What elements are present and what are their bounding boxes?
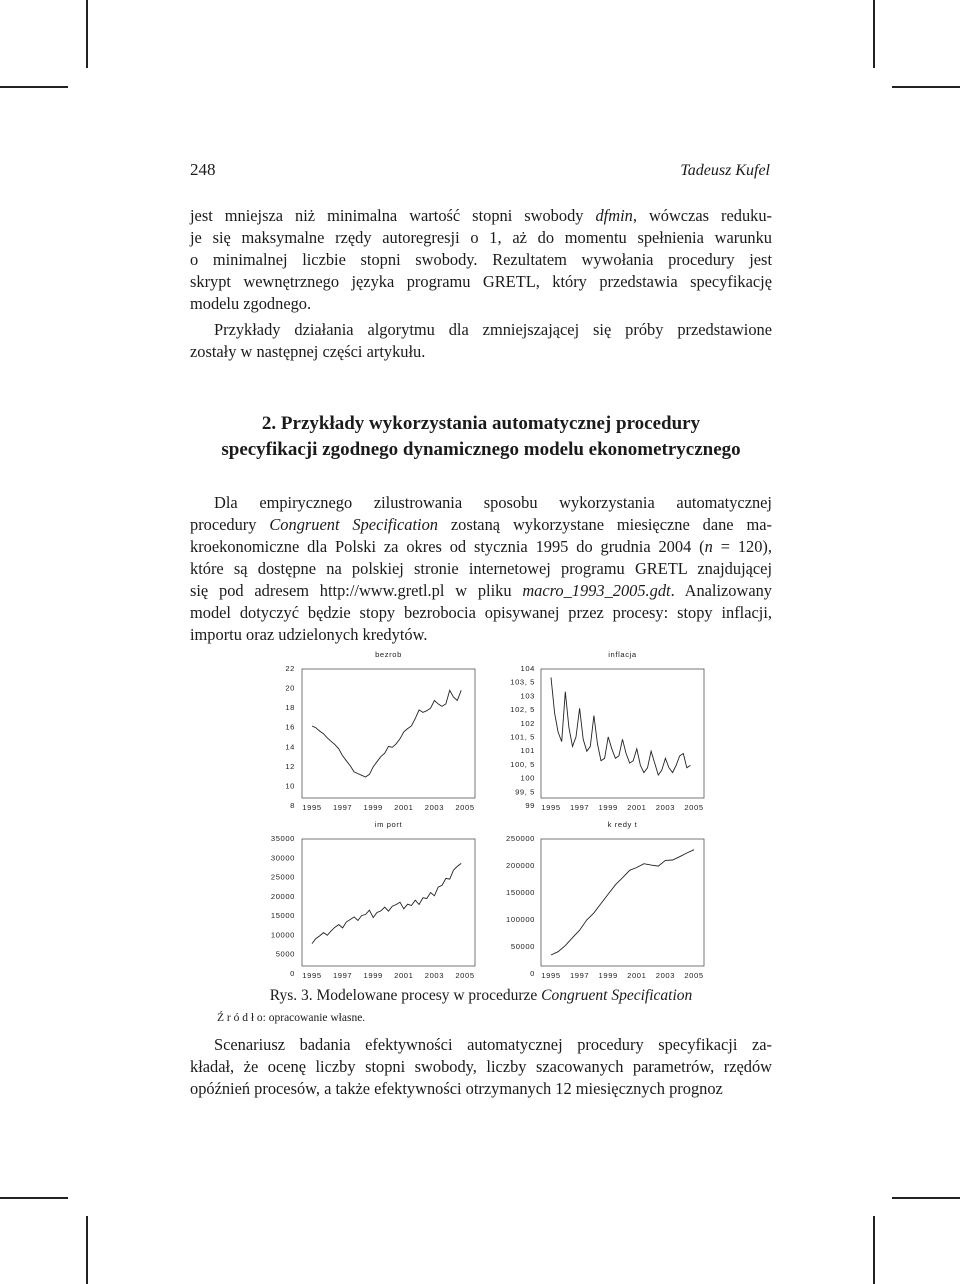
plot-frame	[302, 839, 475, 966]
crop-mark	[0, 1197, 68, 1199]
y-tick-label: 102	[520, 718, 535, 728]
crop-mark	[86, 1216, 88, 1284]
caption-text: Rys. 3. Modelowane procesy w procedurze	[269, 987, 542, 1004]
x-tick-label: 2005	[684, 803, 704, 812]
y-tick-label: 100000	[506, 915, 535, 924]
paragraph-scenario	[190, 1034, 772, 1100]
plot-frame	[541, 839, 704, 966]
y-tick-label: 200000	[506, 861, 535, 870]
x-tick-label: 2001	[627, 803, 647, 812]
figure-source: Ź r ó d ł o: opracowanie własne.	[217, 1012, 366, 1024]
x-tick-label: 2005	[455, 803, 475, 812]
y-tick-label: 15000	[270, 911, 295, 921]
y-tick-label: 250000	[506, 834, 535, 843]
series-line	[551, 850, 694, 955]
y-tick-label: 16	[285, 722, 295, 732]
x-tick-label: 2005	[455, 971, 475, 980]
plot-frame	[541, 669, 704, 798]
x-tick-label: 2003	[655, 803, 676, 812]
chart-inflacja	[495, 647, 710, 819]
x-tick-label: 1999	[363, 803, 383, 812]
text-line: importu oraz udzielonych kredytów.	[190, 625, 428, 644]
italic-term: n	[704, 537, 713, 556]
x-tick-label: 2001	[394, 971, 414, 980]
y-tick-label: 100, 5	[510, 759, 535, 769]
y-tick-label: 20000	[270, 891, 295, 901]
chart-kredyt	[495, 817, 710, 985]
y-tick-label: 0	[290, 969, 295, 978]
y-tick-label: 103	[520, 691, 535, 701]
chart-title: im port	[374, 820, 403, 829]
y-tick-label: 150000	[506, 888, 535, 897]
y-tick-label: 10	[285, 781, 295, 791]
italic-term: Congruent Specification	[269, 515, 438, 534]
text-line: opóźnień procesów, a także efektywności otrzymanych 12 miesięcznych prognoz	[190, 1079, 723, 1098]
x-tick-label: 1995	[541, 803, 561, 812]
x-tick-label: 2003	[655, 971, 676, 980]
text-line: kładał, że ocenę liczby stopni swobody, liczby szacowanych parametrów, rzędów	[190, 1057, 772, 1076]
series-line	[551, 677, 690, 775]
y-tick-label: 103, 5	[510, 677, 535, 687]
y-tick-label: 35000	[270, 834, 295, 843]
crop-mark	[892, 86, 960, 88]
y-tick-label: 12	[285, 761, 295, 771]
section-heading	[190, 411, 772, 463]
x-tick-label: 1997	[332, 803, 353, 812]
x-tick-label: 2005	[684, 971, 704, 980]
x-tick-label: 1997	[569, 803, 590, 812]
y-tick-label: 8	[290, 801, 295, 810]
x-tick-label: 2001	[627, 971, 647, 980]
x-tick-label: 1999	[363, 971, 383, 980]
chart-bezrob	[255, 647, 480, 819]
y-tick-label: 99, 5	[515, 787, 535, 797]
plot-frame	[302, 669, 475, 798]
text-line: się pod adresem http://www.gretl.pl w pliku macro_1993_2005.gdt. Analizowany	[190, 581, 772, 600]
section-heading-line: 2. Przykłady wykorzystania automatycznej procedury	[261, 413, 701, 434]
figure-caption	[190, 987, 772, 1005]
x-tick-label: 2001	[394, 803, 414, 812]
y-tick-label: 102, 5	[510, 705, 535, 715]
x-tick-label: 1995	[302, 971, 322, 980]
y-tick-label: 101	[520, 746, 535, 756]
paragraph-intro	[190, 205, 772, 315]
y-tick-label: 20	[285, 683, 295, 693]
crop-mark	[86, 0, 88, 68]
y-tick-label: 0	[530, 969, 535, 978]
paragraph-data-description	[190, 492, 772, 646]
text-line: model dotyczyć będzie stopy bezrobocia opisywanej przez procesy: stopy inflacji,	[190, 603, 772, 622]
caption-italic: Congruent Specification	[541, 987, 693, 1004]
italic-term: dfmin	[595, 206, 633, 225]
text-line: Dla empirycznego zilustrowania sposobu wykorzystania automatycznej	[214, 493, 772, 512]
text-line: o minimalnej liczbie stopni swobody. Rezultatem wywołania procedury jest	[190, 250, 772, 269]
text-line: jest mniejsza niż minimalna wartość stopni swobody dfmin, wówczas reduku-	[190, 206, 772, 225]
y-tick-label: 18	[285, 703, 295, 713]
crop-mark	[873, 1216, 875, 1284]
crop-mark	[0, 86, 68, 88]
y-tick-label: 101, 5	[510, 732, 535, 742]
paragraph-examples	[190, 319, 772, 363]
text-line: kroekonomiczne dla Polski za okres od stycznia 1995 do grudnia 2004 (n = 120),	[190, 537, 772, 556]
text-line: skrypt wewnętrznego języka programu GRETL, który przedstawia specyfikację	[190, 272, 772, 291]
x-tick-label: 1995	[302, 803, 322, 812]
y-tick-label: 14	[285, 742, 295, 752]
y-tick-label: 5000	[275, 949, 295, 959]
series-line	[312, 863, 461, 943]
chart-import	[255, 817, 480, 985]
crop-mark	[892, 1197, 960, 1199]
x-tick-label: 1999	[598, 971, 618, 980]
y-tick-label: 22	[285, 664, 295, 673]
text-line: je się maksymalne rzędy autoregresji o 1, aż do momentu spełnienia warunku	[190, 228, 772, 247]
italic-term: macro_1993_2005.gdt	[522, 581, 671, 600]
y-tick-label: 25000	[270, 872, 295, 882]
text-line: Przykłady działania algorytmu dla zmniejszającej się próby przedstawione	[214, 320, 772, 339]
chart-title: inflacja	[608, 650, 637, 659]
y-tick-label: 50000	[510, 942, 535, 951]
chart-title: k redy t	[607, 820, 638, 829]
y-tick-label: 104	[520, 664, 535, 673]
chart-title: bezrob	[375, 650, 402, 659]
text-line: zostały w następnej części artykułu.	[190, 342, 426, 361]
x-tick-label: 2003	[424, 971, 445, 980]
text-line: które są dostępne na polskiej stronie internetowej programu GRETL znajdującej	[190, 559, 772, 578]
y-tick-label: 10000	[270, 930, 295, 940]
x-tick-label: 2003	[424, 803, 445, 812]
x-tick-label: 1995	[541, 971, 561, 980]
section-heading-line: specyfikacji zgodnego dynamicznego modelu ekonometrycznego	[221, 439, 741, 460]
series-line	[312, 690, 461, 777]
text-line: modelu zgodnego.	[190, 294, 312, 313]
text-line: procedury Congruent Specification zostaną wykorzystane miesięczne dane ma-	[190, 515, 772, 534]
x-tick-label: 1999	[598, 803, 618, 812]
running-head-author: Tadeusz Kufel	[680, 162, 770, 179]
x-tick-label: 1997	[332, 971, 353, 980]
x-tick-label: 1997	[569, 971, 590, 980]
text-line: Scenariusz badania efektywności automatycznej procedury specyfikacji za-	[214, 1035, 772, 1054]
y-tick-label: 30000	[270, 853, 295, 863]
y-tick-label: 100	[520, 773, 535, 783]
y-tick-label: 99	[525, 801, 535, 810]
page-number: 248	[190, 160, 216, 179]
crop-mark	[873, 0, 875, 68]
